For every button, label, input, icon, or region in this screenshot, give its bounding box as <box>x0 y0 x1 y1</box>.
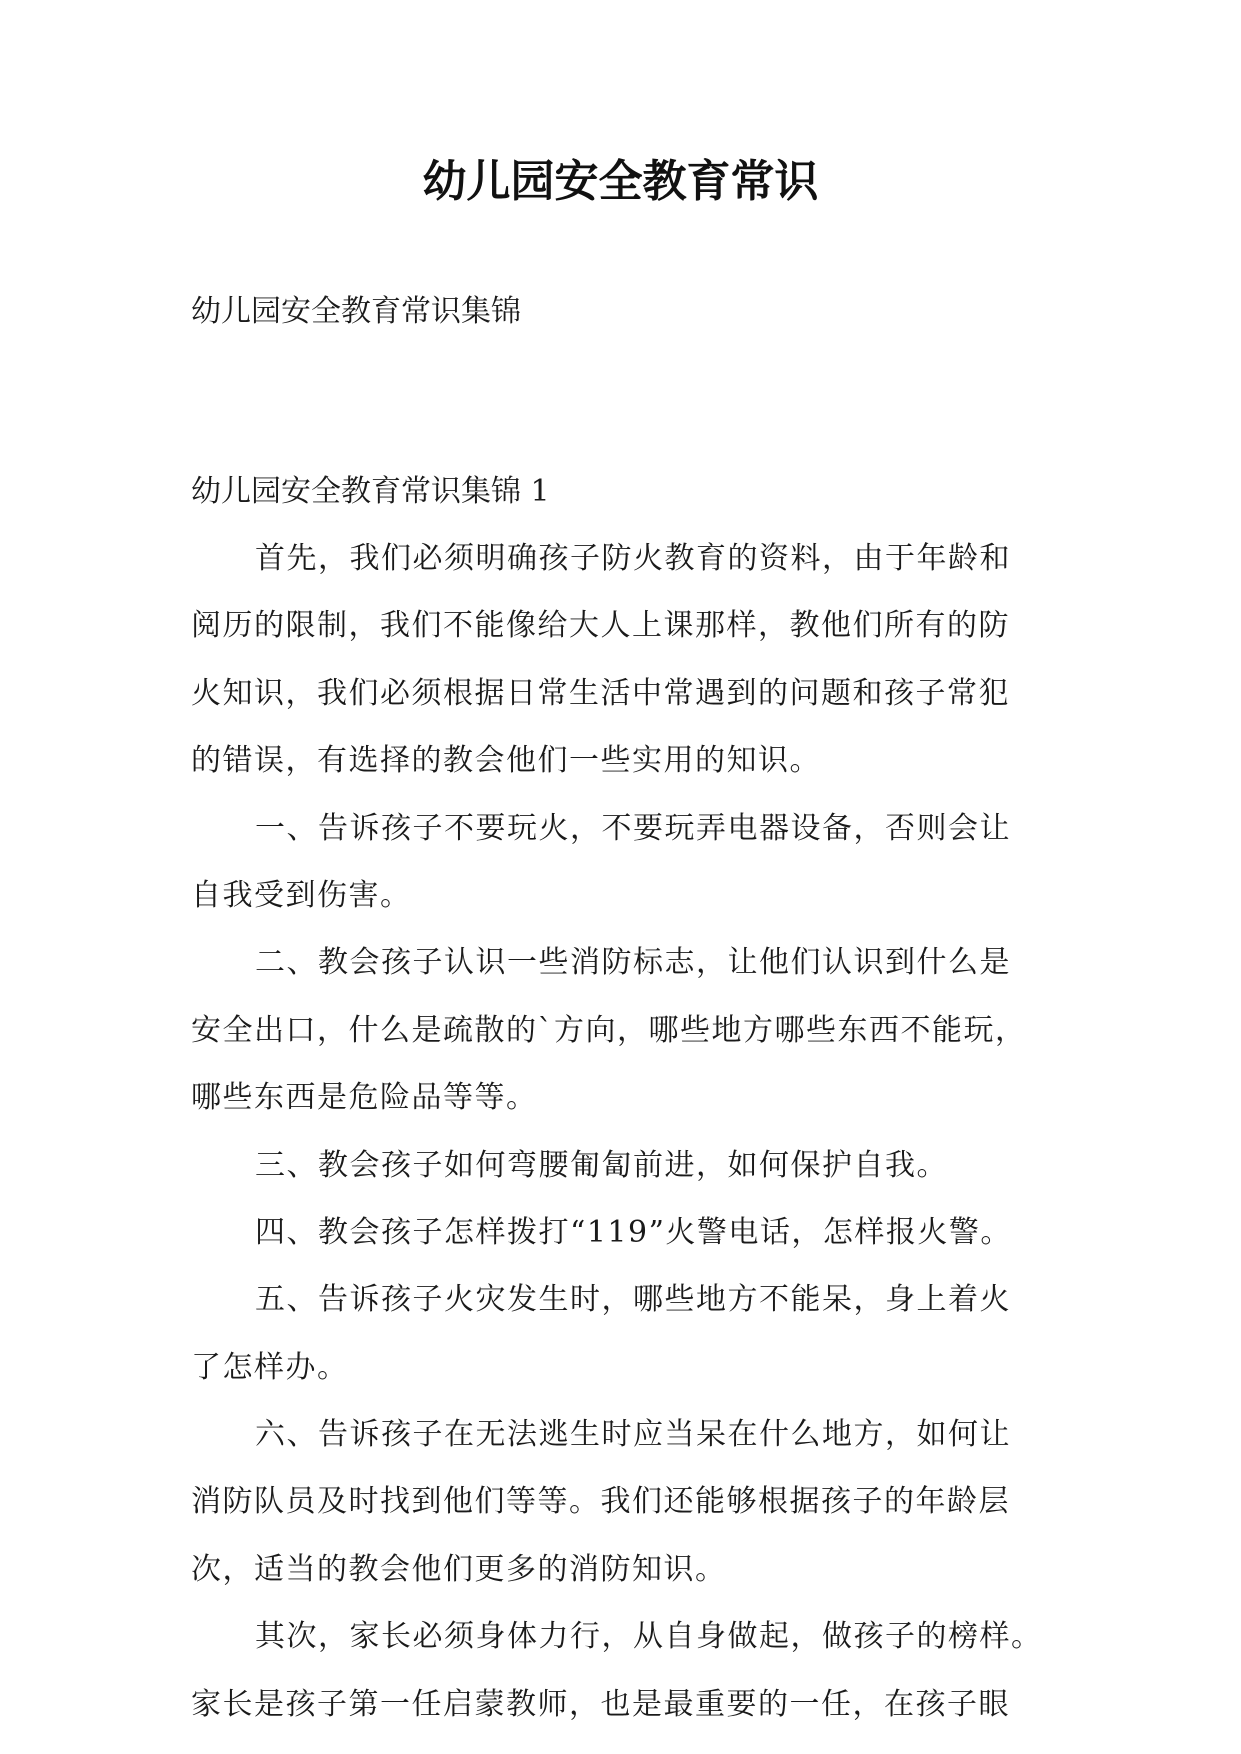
paragraph-line: 家长是孩子第一任启蒙教师，也是最重要的一任，在孩子眼 <box>191 1686 1010 1722</box>
paragraph-line: 消防队员及时找到他们等等。我们还能够根据孩子的年龄层 <box>191 1484 1010 1520</box>
paragraph-line: 四、教会孩子怎样拨打“119”火警电话，怎样报火警。 <box>255 1214 1012 1250</box>
paragraph-line: 二、教会孩子认识一些消防标志，让他们认识到什么是 <box>255 945 1011 981</box>
paragraph-line: 一、告诉孩子不要玩火，不要玩弄电器设备，否则会让 <box>255 810 1011 846</box>
paragraph-line: 五、告诉孩子火灾发生时，哪些地方不能呆，身上着火 <box>255 1282 1011 1318</box>
paragraph-line: 哪些东西是危险品等等。 <box>191 1080 538 1116</box>
paragraph-line: 六、告诉孩子在无法逃生时应当呆在什么地方，如何让 <box>255 1417 1011 1453</box>
document-title: 幼儿园安全教育常识 <box>422 156 819 207</box>
section-heading: 幼儿园安全教育常识集锦 1 <box>191 474 550 509</box>
paragraph-line: 三、教会孩子如何弯腰匍匐前进，如何保护自我。 <box>255 1147 948 1183</box>
paragraph-line: 次，适当的教会他们更多的消防知识。 <box>191 1551 727 1587</box>
document-body <box>191 525 1071 1738</box>
paragraph-line: 自我受到伤害。 <box>191 877 412 913</box>
paragraph-line: 阅历的限制，我们不能像给大人上课那样，教他们所有的防 <box>191 608 1010 644</box>
document-subtitle: 幼儿园安全教育常识集锦 <box>191 294 521 329</box>
paragraph-line: 的错误，有选择的教会他们一些实用的知识。 <box>191 743 821 779</box>
paragraph-line: 首先，我们必须明确孩子防火教育的资料，由于年龄和 <box>255 541 1011 576</box>
paragraph-line: 火知识，我们必须根据日常生活中常遇到的问题和孩子常犯 <box>191 675 1010 711</box>
paragraph-line: 安全出口，什么是疏散的`方向，哪些地方哪些东西不能玩， <box>191 1012 1027 1048</box>
paragraph-line: 其次，家长必须身体力行，从自身做起，做孩子的榜样。 <box>255 1619 1043 1655</box>
paragraph-line: 了怎样办。 <box>191 1349 349 1385</box>
